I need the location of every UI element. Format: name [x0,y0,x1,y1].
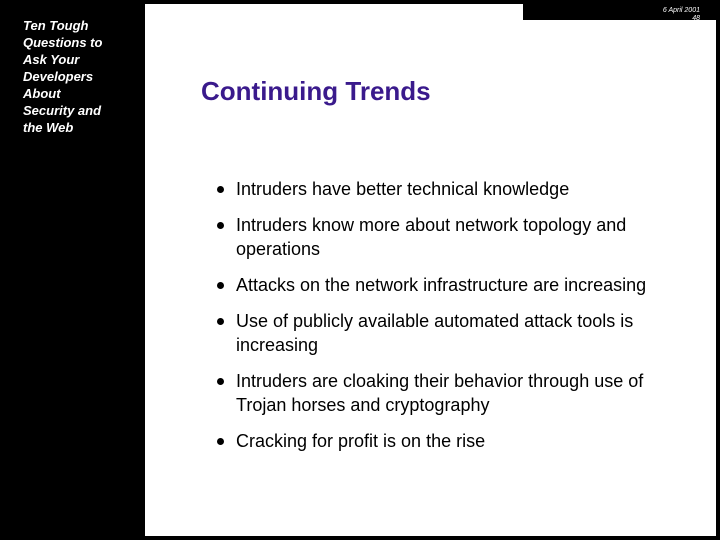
bullet-text: Intruders know more about network topology and operations [236,215,627,259]
slide-date: 6 April 2001 [662,7,700,14]
bullet-dot-icon [217,378,224,385]
slide-panel [145,4,716,536]
bullet-text: Use of publicly available automated attack tools is increasing [236,311,634,355]
bullet-item [217,273,687,297]
bullet-text: Cracking for profit is on the rise [236,431,486,451]
slide-page-number: 48 [692,15,700,22]
bullet-dot-icon [217,186,224,193]
bullet-list [217,177,687,453]
bullet-dot-icon [217,318,224,325]
bullet-text: Intruders have better technical knowledge [236,179,570,199]
bullet-item [217,309,687,357]
bullet-text: Intruders are cloaking their behavior through use of Trojan horses and cryptography [236,371,644,415]
bullet-item [217,369,687,417]
slide-title: Continuing Trends [201,76,431,106]
bullet-dot-icon [217,438,224,445]
header-strip [523,4,716,20]
bullet-text: Attacks on the network infrastructure are increasing [236,275,647,295]
bullet-item [217,177,687,201]
slide-meta [663,7,700,23]
bullet-dot-icon [217,222,224,229]
bullet-item [217,429,687,453]
bullet-item [217,213,687,261]
bullet-dot-icon [217,282,224,289]
sidebar-title: Ten Tough Questions to Ask Your Developers About Security and the Web [23,18,103,135]
